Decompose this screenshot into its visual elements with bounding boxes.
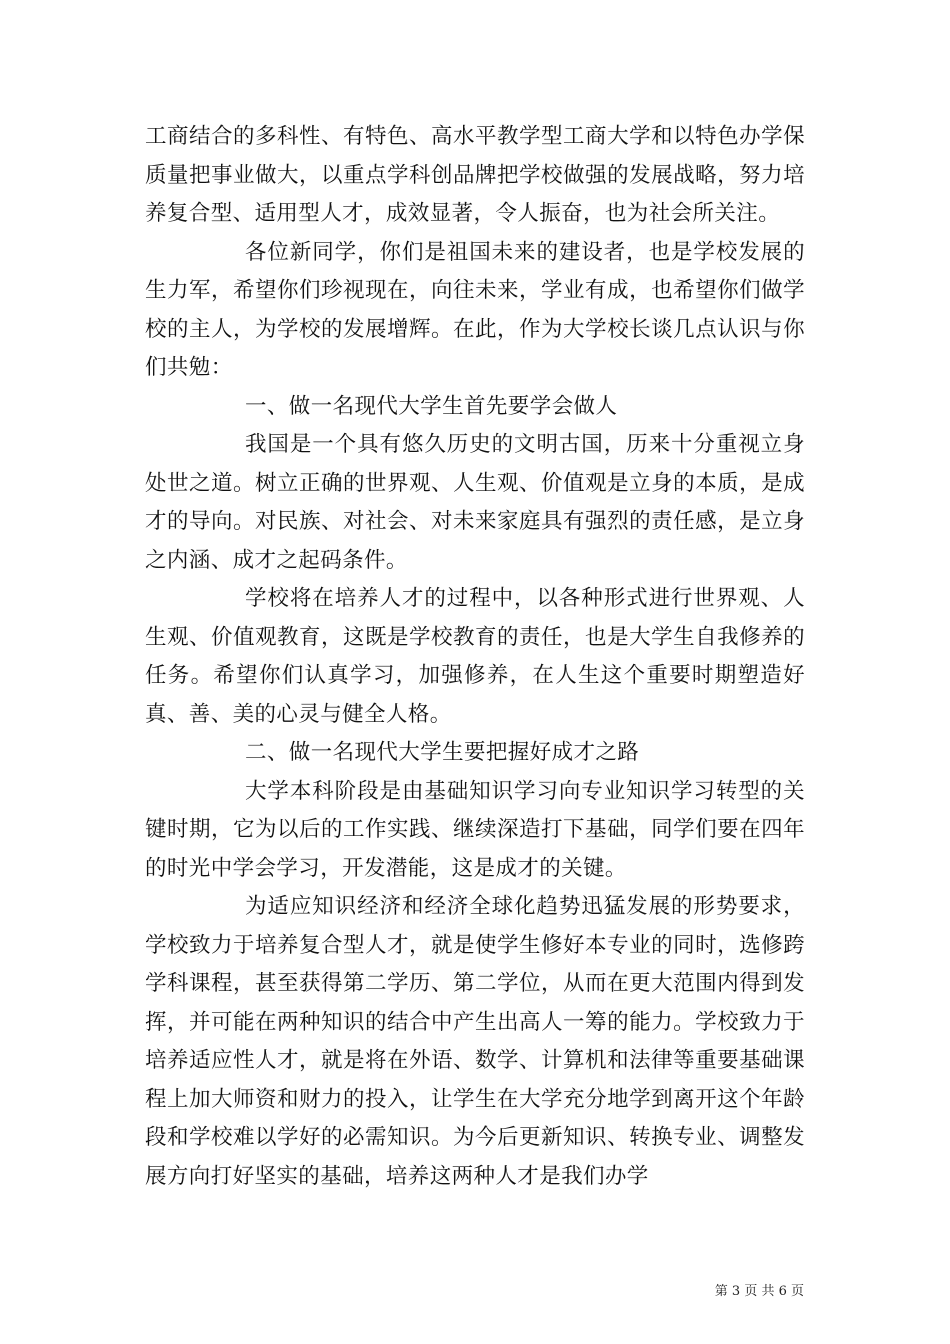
section-heading-2: 二、做一名现代大学生要把握好成才之路 — [245, 740, 640, 765]
paragraph-undergraduate: 大学本科阶段是由基础知识学习向专业知识学习转型的关键时期，它为以后的工作实践、继续深造打下基础，同学们要在四年的时光中学会学习，开发潜能，这是成才的关键。 — [145, 778, 805, 881]
document-body — [145, 118, 805, 1196]
paragraph-greeting: 各位新同学，你们是祖国未来的建设者，也是学校发展的生力军，希望你们珍视现在，向往未来，学业有成，也希望你们做学校的主人，为学校的发展增辉。在此，作为大学校长谈几点认识与你们共勉： — [145, 239, 805, 380]
paragraph-tradition: 我国是一个具有悠久历史的文明古国，历来十分重视立身处世之道。树立正确的世界观、人生观、价值观是立身的本质，是成才的导向。对民族、对社会、对未来家庭具有强烈的责任感，是立身之内涵、成才之起码条件。 — [145, 432, 805, 573]
page-number-footer: 第 3 页 共 6 页 — [714, 1284, 804, 1299]
paragraph-education: 学校将在培养人才的过程中，以各种形式进行世界观、人生观、价值观教育，这既是学校教育的责任，也是大学生自我修养的任务。希望你们认真学习，加强修养，在人生这个重要时期塑造好真、善、美的心灵与健全人格。 — [145, 586, 805, 727]
section-heading-1: 一、做一名现代大学生首先要学会做人 — [245, 393, 618, 419]
paragraph-continuation: 工商结合的多科性、有特色、高水平教学型工商大学和以特色办学保质量把事业做大，以重点学科创品牌把学校做强的发展战略，努力培养复合型、适用型人才，成效显著，令人振奋，也为社会所关注。 — [145, 124, 805, 226]
paragraph-talent-training: 为适应知识经济和经济全球化趋势迅猛发展的形势要求，学校致力于培养复合型人才，就是使学生修好本专业的同时，选修跨学科课程，甚至获得第二学历、第二学位，从而在更大范围内得到发挥，并可能在两种知识的结合中产生出高人一筹的能力。学校致力于培养适应性人才，就是将在外语、数学、计算机和法律等重要基础课程上加大师资和财力的投入，让学生在大学充分地学到离开这个年龄段和学校难以学好的必需知识。为今后更新知识、转换专业、调整发展方向打好坚实的基础，培养这两种人才是我们办学 — [145, 894, 805, 1189]
